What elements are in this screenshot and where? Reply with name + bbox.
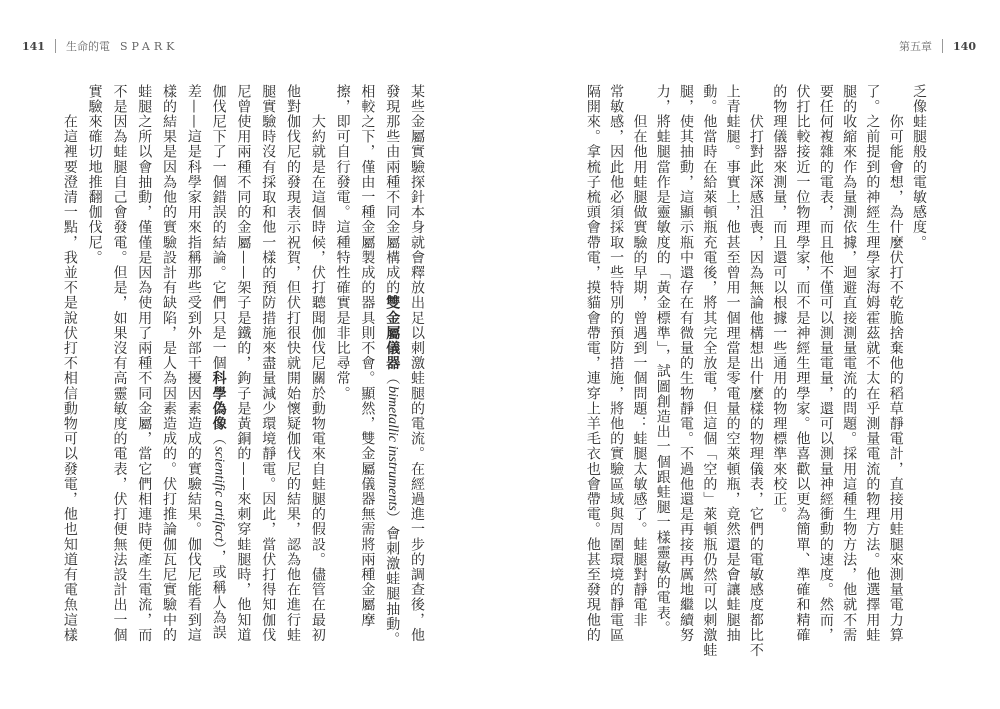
text-line: 上青蛙腿。事實上，他甚至曾用一個理當是零電量的空萊頓瓶，竟然還是會讓蛙腿抽 [724,84,741,643]
text-line [374,84,401,647]
text-line: 腿實驗時沒有採取和他一樣的預防措施來盡量減少環境靜電。因此，當伏打得知伽伐 [260,84,277,643]
italic-term: scientific artifact [211,446,227,542]
text-line: 伏打比較接近一位物理學家，而不是神經生理學家。他喜歡以更為簡單、準確和精確 [794,84,811,643]
text-segment: ）會刺激蛙腿抽動。 [384,510,401,647]
running-header-left [22,38,178,54]
text-line: 某些金屬實驗探針本身就會釋放出足以刺激蛙腿的電流。在經過進一步的調查後，他 [409,84,425,643]
text-line: 實驗來確切地推翻伽伐尼。 [86,84,103,266]
text-line: 乏像蛙腿般的電敏感度。 [911,84,927,251]
text-line: 但在他用蛙腿做實驗的早期，曾遇到一個問題：蛙腿太敏感了。蛙腿對靜電非 [631,84,648,628]
text-segment: （ [210,431,227,447]
text-line: 動。他當時在給萊頓瓶充電後，將其完全放電，但這個「空的」萊頓瓶仍然可以刺激蛙 [701,84,718,658]
text-line: 擦，即可自行發電。這種特性確實是非比尋常。 [334,84,351,402]
running-header-right [899,38,976,54]
text-segment: （ [384,370,401,387]
text-line: 樣的結果是因為他的實驗設計有缺陷，是人為因素造成的。伏打推論伽瓦尼實驗中的 [161,84,178,643]
book-title: 生命的電 [65,40,110,53]
text-line: 你可能會想，為什麼伏打不乾脆捨棄他的稻草靜電計，直接用蛙腿來測量電力算 [887,84,904,643]
text-line: 腿，使其抽動，這顯示瓶中還存在有微量的生物靜電。不過他還是再接再厲地繼續努 [678,84,695,643]
text-line: 大約就是在這個時候，伏打聽聞伽伐尼關於動物電來自蛙腿的假設。儘管在最初 [309,84,326,643]
page-number-right: 140 [953,39,976,53]
text-line: 蛙腿之所以會抽動，僅僅是因為使用了兩種不同金屬，當它們相連時便產生電流，而 [136,84,153,643]
text-line: 常敏感，因此他必須採取一些特別的預防措施，將他的實驗區域與周圍環境的靜電區 [608,84,625,643]
text-line: 隔開來。拿梳子梳頭會帶電，摸貓會帶電，連穿上羊毛衣也會帶電。他甚至發現他的 [584,84,601,643]
text-line: 相較之下，僅由一種金屬製成的器具則不會。顯然，雙金屬儀器無需將兩種金屬摩 [359,84,376,628]
chapter-title: 第五章 [899,40,933,53]
text-line [201,84,226,644]
text-segment: 伽伐尼下了一個錯誤的結論。它們只是一個 [210,84,227,371]
text-line: 差——這是科學家用來指稱那些受到外部干擾因素造成的實驗結果。伽伐尼能看到這 [185,84,202,643]
page-140-body [577,84,927,658]
text-line: 不是因為蛙腿自己會發電。但是，如果沒有高靈敏度的電表，伏打便無法設計出一個 [111,84,128,643]
header-divider [55,39,56,53]
text-line: 伏打對此深感沮喪，因為無論他構想出什麼樣的物理儀表，它們的電敏感度都比不 [747,84,764,658]
header-divider [942,39,943,53]
text-line: 他對伽伐尼的發現表示祝賀，但伏打很快就開始懷疑伽伐尼的結果，認為他在進行蛙 [285,84,302,643]
text-line: 力，將蛙腿當作是靈敏度的「黃金標準」，試圖創造出一個跟蛙腿一樣靈敏的電表。 [654,84,671,636]
text-line: 在這裡要澄清一點，我並不是說伏打不相信動物可以發電，他也知道有電魚這樣 [61,84,78,643]
text-line: 的物理儀器來測量，而且還可以根據一些通用的物理標準來校正。 [771,84,788,522]
page-141-body [52,84,425,647]
bold-term: 科學偽像 [210,370,227,432]
bold-term: 雙金屬儀器 [384,295,401,371]
text-segment: 發現那些由兩種不同金屬構成的 [384,84,401,296]
book-title-en: SPARK [119,39,179,53]
text-segment: ），或稱人為誤 [210,541,227,641]
page-number-left: 141 [22,39,45,53]
text-line: 要任何複雜的電表，而且他不僅可以測量電量，還可以測量神經衝動的速度。然而， [817,84,834,643]
italic-term: bimetallic instruments [385,386,401,511]
text-line: 尼曾使用兩種不同的金屬——架子是鐵的，鉤子是黃銅的——來刺穿蛙腿時，他知道 [235,84,252,643]
text-line: 了。之前提到的神經生理學家海姆霍茲就不太在乎測量電流的物理方法。他選擇用蛙 [864,84,881,643]
text-line: 腿的收縮來作為量測依據，迴避直接測量電流的問題。採用這種生物方法，他就不需 [841,84,858,643]
